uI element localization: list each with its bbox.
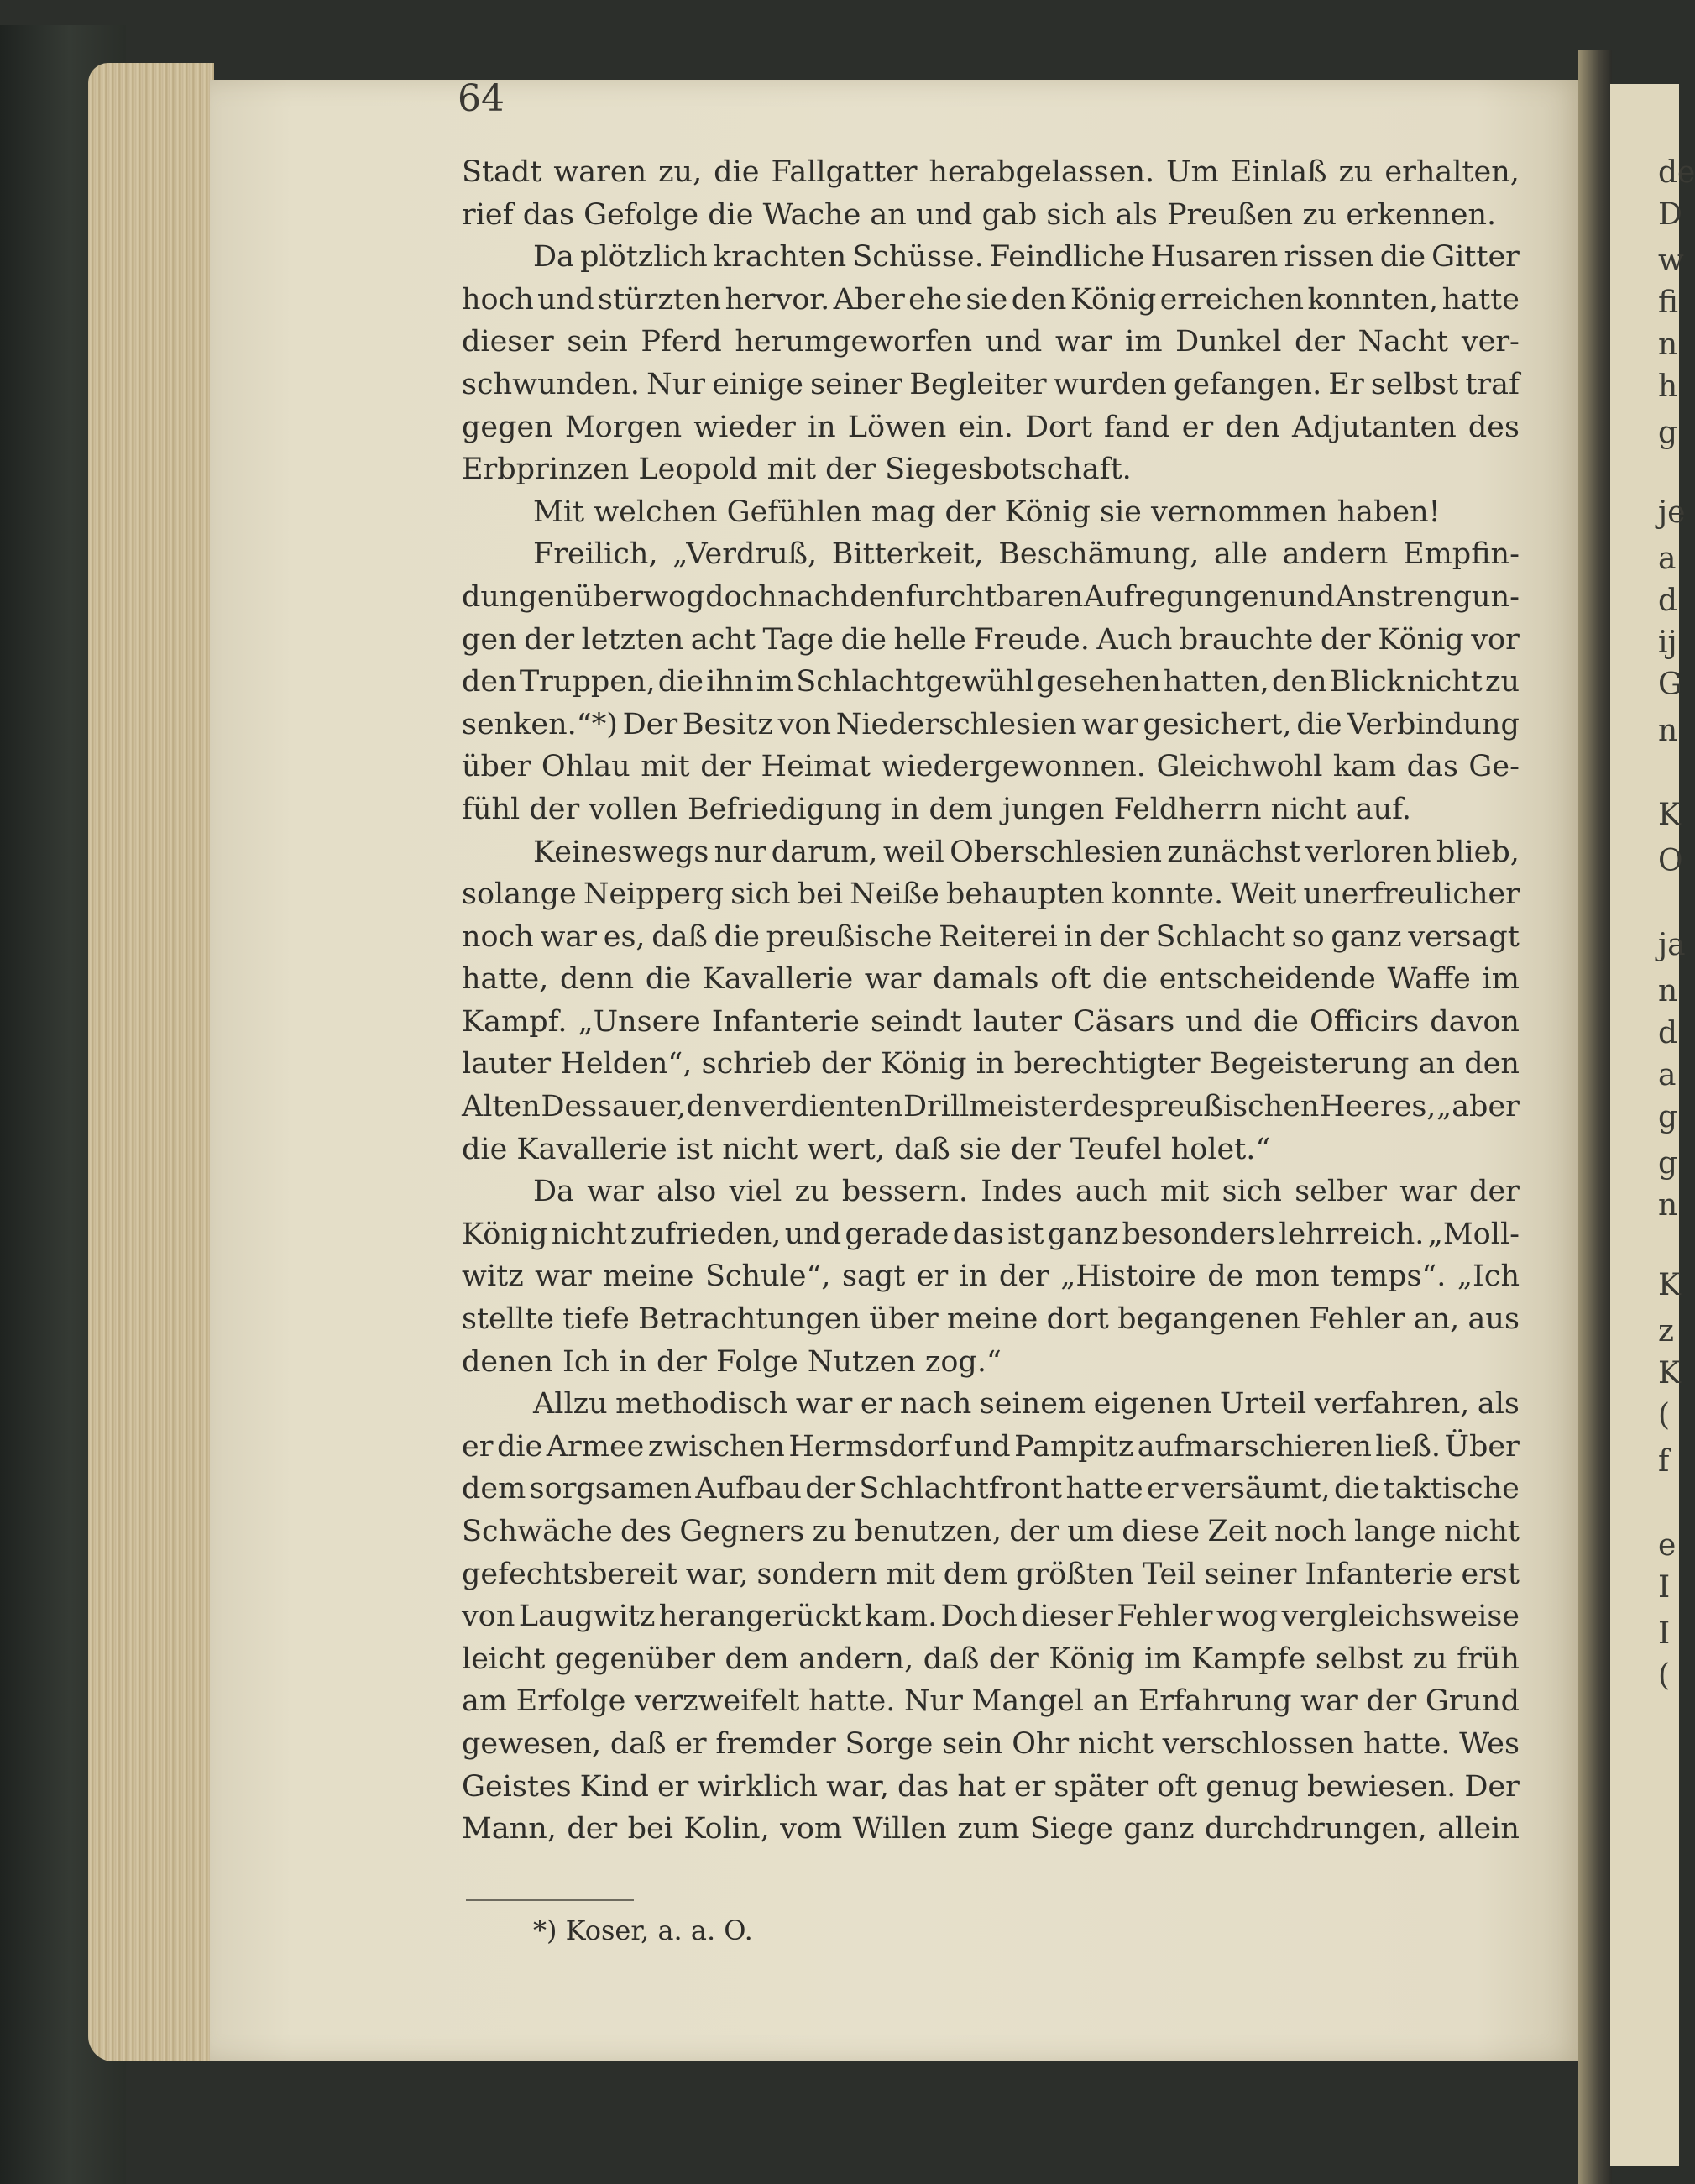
text-line: leicht gegenüber dem andern, daß der König im Kampfe selbst zu früh — [462, 1642, 1520, 1676]
text-line: Da plötzlich krachten Schüsse. Feindliche Husaren rissen die Gitter — [533, 240, 1520, 275]
text-line: Kampf. „Unsere Infanterie seindt lauter Cäsars und die Officirs davon — [462, 1004, 1520, 1039]
right-page-fragment: K — [1658, 1268, 1681, 1302]
text-line: Mann, der bei Kolin, vom Willen zum Siege ganz durchdrungen, allein — [462, 1812, 1520, 1846]
book-gutter — [1578, 50, 1612, 2184]
text-line: dieser sein Pferd herumgeworfen und war im Dunkel der Nacht ver- — [462, 325, 1520, 359]
text-line: König nicht zufrieden, und gerade das ist ganz besonders lehrreich. „Moll- — [462, 1217, 1520, 1251]
right-page-fragment: n — [1658, 974, 1678, 1008]
text-line: senken.“*) Der Besitz von Niederschlesien war gesichert, die Verbindung — [462, 707, 1520, 741]
right-page-fragment: I — [1658, 1570, 1671, 1605]
text-line: Allzu methodisch war er nach seinem eigenen Urteil verfahren, als — [533, 1387, 1520, 1422]
text-line: witz war meine Schule“, sagt er in der „Histoire de mon temps“. „Ich — [462, 1260, 1520, 1294]
text-line: Alten Dessauer, den verdienten Drillmeister des preußischen Heeres, „aber — [462, 1090, 1520, 1124]
right-page-fragment: I — [1658, 1616, 1671, 1651]
text-line: schwunden. Nur einige seiner Begleiter wurden gefangen. Er selbst traf — [462, 367, 1520, 401]
footnote-rule — [466, 1899, 634, 1901]
text-line: von Laugwitz herangerückt kam. Doch dieser Fehler wog vergleichsweise — [462, 1600, 1520, 1634]
right-page-fragment: d — [1658, 584, 1678, 618]
text-line: den Truppen, die ihn im Schlachtgewühl gesehen hatten, den Blick nicht zu — [462, 665, 1520, 699]
page-text — [462, 151, 1520, 1851]
text-line: über Ohlau mit der Heimat wiedergewonnen. Gleichwohl kam das Ge- — [462, 750, 1520, 784]
text-line: Schwäche des Gegners zu benutzen, der um diese Zeit noch lange nicht — [462, 1515, 1520, 1548]
right-page-fragment: ja — [1658, 928, 1686, 962]
text-line: hatte, denn die Kavallerie war damals oft die entscheidende Waffe im — [462, 962, 1520, 997]
right-page-fragment: g — [1658, 1146, 1678, 1181]
right-page-fragment: a — [1658, 1058, 1677, 1092]
right-page-fragment: z — [1658, 1314, 1674, 1349]
right-page-fragment: O — [1658, 844, 1683, 878]
text-line: Mit welchen Gefühlen mag der König sie vernommen haben! — [533, 495, 1441, 529]
text-line: rief das Gefolge die Wache an und gab sich als Preußen zu erkennen. — [462, 197, 1497, 232]
text-line: lauter Helden“, schrieb der König in berechtigter Begeisterung an den — [462, 1047, 1520, 1082]
right-page-fragment: ( — [1658, 1658, 1671, 1693]
text-line: Stadt waren zu, die Fallgatter herabgelassen. Um Einlaß zu erhalten, — [462, 155, 1520, 189]
right-page-fragment: f — [1658, 1444, 1670, 1479]
right-page-fragment: a — [1658, 542, 1677, 576]
text-line: Da war also viel zu bessern. Indes auch mit sich selber war der — [533, 1175, 1520, 1209]
right-page-fragment: w — [1658, 244, 1684, 278]
right-page-fragment: je — [1658, 495, 1686, 530]
text-line: denen Ich in der Folge Nutzen zog.“ — [462, 1344, 1002, 1379]
text-line: Keineswegs nur darum, weil Oberschlesien zunächst verloren blieb, — [533, 835, 1520, 869]
right-page-fragment: n — [1658, 327, 1678, 362]
right-page-fragment: K — [1658, 1356, 1681, 1391]
right-page-fragment: ij — [1658, 626, 1677, 660]
text-line: er die Armee zwischen Hermsdorf und Pampitz aufmarschieren ließ. Über — [462, 1429, 1520, 1464]
right-page-fragment: n — [1658, 1188, 1678, 1223]
text-line: hoch und stürzten hervor. Aber ehe sie den König erreichen konnten, hatte — [462, 282, 1520, 317]
footnote: *) Koser, a. a. O. — [533, 1914, 753, 1946]
right-page-fragment: h — [1658, 369, 1678, 404]
right-page-fragment: D — [1658, 197, 1682, 232]
page-edges — [88, 63, 214, 2061]
text-line: solange Neipperg sich bei Neiße behaupten konnte. Weit unerfreulicher — [462, 877, 1520, 912]
right-page-fragment: g — [1658, 1100, 1678, 1134]
text-line: gewesen, daß er fremder Sorge sein Ohr nicht verschlossen hatte. Wes — [462, 1726, 1520, 1761]
text-line: noch war es, daß die preußische Reiterei in der Schlacht so ganz versagt — [462, 919, 1520, 954]
text-line: dem sorgsamen Aufbau der Schlachtfront hatte er versäumt, die taktische — [462, 1472, 1520, 1506]
text-line: die Kavallerie ist nicht wert, daß sie der Teufel holet.“ — [462, 1132, 1271, 1166]
text-line: fühl der vollen Befriedigung in dem jungen Feldherrn nicht auf. — [462, 792, 1411, 826]
text-line: gegen Morgen wieder in Löwen ein. Dort fand er den Adjutanten des — [462, 410, 1520, 444]
text-line: am Erfolge verzweifelt hatte. Nur Mangel an Erfahrung war der Grund — [462, 1684, 1520, 1719]
right-page-fragment: d — [1658, 1016, 1678, 1050]
right-page-fragment: K — [1658, 798, 1681, 832]
text-line: gefechtsbereit war, sondern mit dem größten Teil seiner Infanterie erst — [462, 1557, 1520, 1591]
right-page-fragment: G — [1658, 668, 1682, 702]
text-line: stellte tiefe Betrachtungen über meine dort begangenen Fehler an, aus — [462, 1302, 1520, 1337]
right-page-fragment: fi — [1658, 285, 1679, 320]
right-page-fragment: e — [1658, 1528, 1677, 1563]
text-line: Geistes Kind er wirklich war, das hat er später oft genug bewiesen. Der — [462, 1769, 1520, 1804]
text-line: dungen überwog doch nach den furchtbaren Aufregungen und Anstrengun- — [462, 579, 1520, 614]
right-page-fragment: g — [1658, 416, 1678, 450]
right-page-fragment: n — [1658, 714, 1678, 748]
right-page-fragment: de — [1658, 155, 1695, 190]
right-page-fragment: ( — [1658, 1398, 1671, 1432]
text-line: Freilich, „Verdruß, Bitterkeit, Beschämung, alle andern Empfin- — [533, 537, 1520, 572]
text-line: Erbprinzen Leopold mit der Siegesbotschaft. — [462, 453, 1132, 487]
text-line: gen der letzten acht Tage die helle Freude. Auch brauchte der König vor — [462, 622, 1520, 657]
page-number: 64 — [458, 77, 505, 120]
